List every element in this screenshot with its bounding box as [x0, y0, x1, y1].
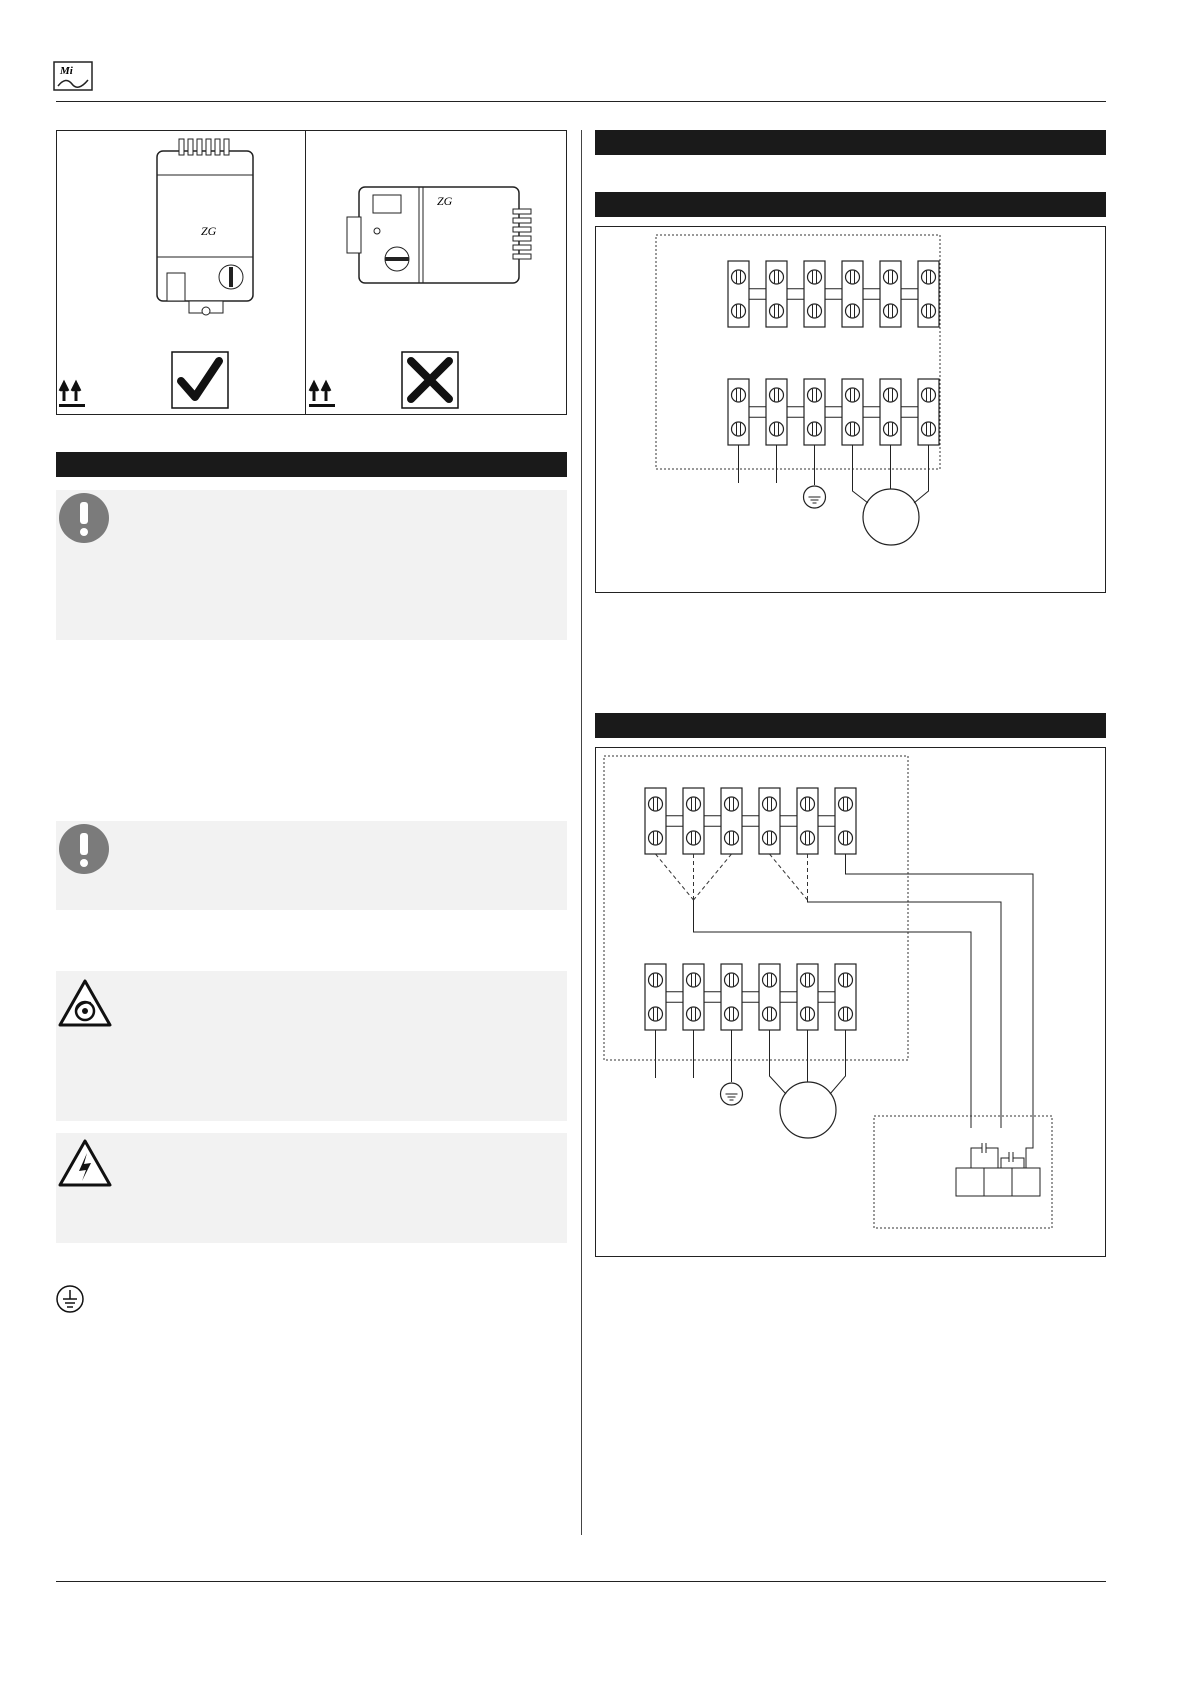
exclamation-icon: [58, 492, 110, 544]
terminal-screw: [732, 304, 746, 318]
terminal-screw: [808, 388, 822, 402]
terminal-screw: [732, 270, 746, 284]
terminal-screw: [808, 270, 822, 284]
terminal-screw: [725, 1007, 739, 1021]
terminal-screw: [770, 304, 784, 318]
wiring-diagram-2-svg: [596, 748, 1107, 1258]
rotating-parts-hazard-icon: [58, 979, 112, 1029]
svg-text:ZG: ZG: [201, 224, 217, 238]
terminal-screw: [649, 831, 663, 845]
rotating-parts-warning: [56, 971, 567, 1121]
terminal-screw: [763, 973, 777, 987]
terminal-screw: [808, 422, 822, 436]
terminal-screw: [839, 831, 853, 845]
control-wire-3: [846, 854, 1034, 1128]
terminal-screw: [846, 304, 860, 318]
terminal-screw: [770, 388, 784, 402]
footer-rule: [56, 1581, 1106, 1582]
exclamation-icon: [58, 823, 110, 875]
motor-wire-1: [770, 1030, 787, 1094]
this-side-up-icon: [59, 377, 89, 411]
actuator-vertical-drawing: [149, 137, 269, 337]
terminal-screw: [649, 1007, 663, 1021]
column-divider: [581, 130, 582, 1535]
electrical-hazard-warning: [56, 1133, 567, 1243]
section-heading-bar-right-3: [595, 713, 1106, 738]
section-heading-bar: [56, 452, 567, 477]
cross-mark-icon: [401, 351, 459, 409]
motor-wire-3: [830, 1030, 846, 1094]
terminal-screw: [801, 1007, 815, 1021]
header-rule: [56, 101, 1106, 102]
caution-note-2: [56, 821, 567, 910]
terminal-screw: [808, 304, 822, 318]
contact-wire: [1001, 1158, 1009, 1168]
switch-terminal: [1012, 1168, 1040, 1196]
terminal-block-upper: [645, 788, 856, 854]
terminal-screw: [687, 973, 701, 987]
terminal-screw: [884, 388, 898, 402]
motor-symbol: [780, 1082, 836, 1138]
terminal-screw: [839, 1007, 853, 1021]
terminal-screw: [884, 422, 898, 436]
link-dashed: [694, 854, 732, 900]
terminal-screw: [922, 422, 936, 436]
terminal-screw: [732, 422, 746, 436]
terminal-screw: [922, 270, 936, 284]
terminal-screw: [846, 422, 860, 436]
svg-text:ZG: ZG: [437, 194, 453, 208]
terminal-screw: [839, 973, 853, 987]
terminal-screw: [922, 388, 936, 402]
caution-note-1: [56, 490, 567, 640]
terminal-block-lower: [728, 379, 939, 445]
terminal-screw: [732, 388, 746, 402]
actuator-horizontal-drawing: [337, 187, 547, 297]
terminal-screw: [763, 831, 777, 845]
terminal-screw: [763, 1007, 777, 1021]
terminal-screw: [884, 304, 898, 318]
terminal-screw: [801, 831, 815, 845]
terminal-screw: [770, 422, 784, 436]
terminal-screw: [801, 797, 815, 811]
terminal-screw: [884, 270, 898, 284]
wiring-diagram-1-svg: [596, 227, 1107, 594]
brand-logo-icon: [54, 62, 98, 94]
terminal-block-upper: [728, 261, 939, 327]
wiring-diagram-1: [595, 226, 1106, 593]
terminal-screw: [839, 797, 853, 811]
motor-wire-3: [914, 445, 929, 503]
motor-wire-1: [853, 445, 869, 503]
link-dashed: [770, 854, 808, 900]
terminal-screw: [763, 797, 777, 811]
high-voltage-icon: [58, 1139, 112, 1189]
link-dashed: [656, 854, 694, 900]
terminal-screw: [687, 797, 701, 811]
wiring-diagram-2: [595, 747, 1106, 1257]
terminal-screw: [922, 304, 936, 318]
contact-wire: [1013, 1158, 1024, 1168]
terminal-screw: [649, 797, 663, 811]
section-heading-bar-right-2: [595, 192, 1106, 217]
svg-text:Mi: Mi: [60, 65, 73, 77]
check-mark-icon: [171, 351, 229, 409]
terminal-block-lower: [645, 964, 856, 1030]
terminal-screw: [687, 831, 701, 845]
terminal-screw: [687, 1007, 701, 1021]
figure-divider: [305, 131, 306, 414]
motor-symbol: [863, 489, 919, 545]
this-side-up-icon-2: [309, 377, 339, 411]
terminal-screw: [725, 831, 739, 845]
contact-wire: [971, 1148, 982, 1168]
section-heading-bar-right-1: [595, 130, 1106, 155]
terminal-screw: [770, 270, 784, 284]
mounting-figure: [56, 130, 567, 415]
terminal-screw: [725, 973, 739, 987]
switch-terminal: [984, 1168, 1012, 1196]
switch-terminal: [956, 1168, 984, 1196]
terminal-screw: [846, 270, 860, 284]
terminal-screw: [649, 973, 663, 987]
contact-wire: [986, 1148, 998, 1168]
ground-icon: [56, 1285, 86, 1315]
terminal-screw: [801, 973, 815, 987]
contact-wire: [1026, 1128, 1033, 1168]
terminal-screw: [846, 388, 860, 402]
terminal-screw: [725, 797, 739, 811]
